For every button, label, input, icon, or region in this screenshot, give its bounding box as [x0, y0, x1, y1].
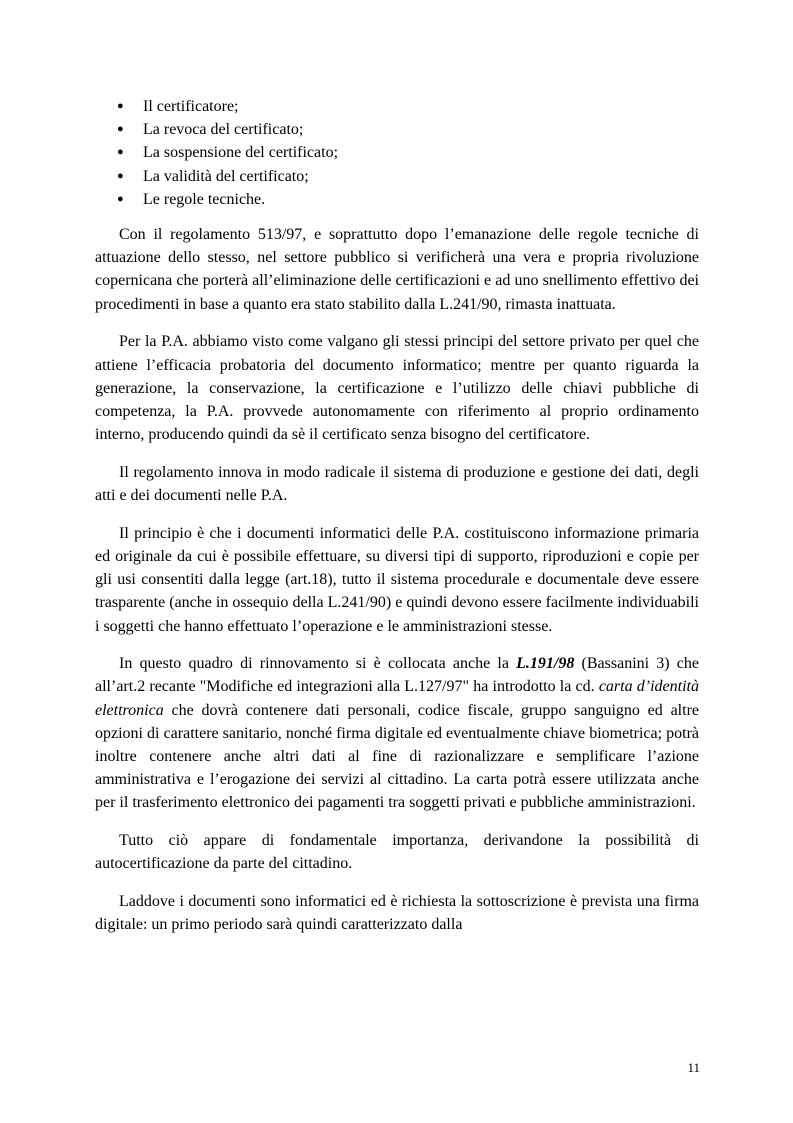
paragraph-principio: Il principio è che i documenti informatici delle P.A. costituiscono informazione primaria ed originale da cui è possibile effettuare, su diversi tipi di supporto, riproduzioni e copie per gli usi consentiti dalla legge (art.18), tutto il sistema procedurale e documentale deve essere trasparente (anche in ossequio della L.241/90) e quindi devono essere facilmente individuabili i soggetti che hanno effettuato l’operazione e le amministrazioni stesse. [95, 524, 699, 635]
bullet-text: La sospensione del certificato; [143, 144, 339, 162]
law-reference: L.191/98 [516, 655, 575, 673]
bullet-icon: ● [117, 123, 124, 136]
bullet-text: Il certificatore; [143, 98, 239, 115]
paragraph-regolamento-innova: Il regolamento innova in modo radicale il sistema di produzione e gestione dei dati, degli atti e dei documenti nelle P.A. [95, 463, 699, 505]
bullet-text: La validità del certificato; [143, 167, 309, 185]
paragraph-autocertificazione: Tutto ciò appare di fondamentale importanza, derivandone la possibilità di autocertificazione da parte del cittadino. [95, 832, 699, 873]
paragraph-carta-identita [95, 652, 699, 814]
bullet-item [113, 188, 713, 211]
bullet-text: La revoca del certificato; [143, 121, 304, 139]
bullet-item [113, 141, 713, 164]
text-segment: In questo quadro di rinnovamento si è collocata anche la [119, 655, 517, 673]
bullet-list [113, 95, 713, 211]
bullet-text: Le regole tecniche. [143, 190, 266, 208]
paragraph-firma-digitale: Laddove i documenti sono informatici ed è richiesta la sottoscrizione è prevista una firma digitale: un primo periodo sarà quindi caratterizzato dalla [95, 893, 699, 934]
bullet-icon: ● [117, 192, 124, 205]
bullet-icon: ● [117, 146, 124, 159]
bullet-item [113, 165, 713, 188]
term-carta-identita: carta d’identità elettronica [95, 678, 699, 719]
page-number: 11 [687, 1060, 700, 1075]
body-text [95, 223, 699, 951]
text-segment: che dovrà contenere dati personali, codice fiscale, gruppo sanguigno ed altre opzioni di carattere sanitario, nonché firma digitale ed eventualmente chiave biometrica; potrà inoltre contenere anche altri dati al fine di razionalizzare e semplificare l’azione amministrativa e l’erogazione dei servizi al cittadino. La carta potrà essere utilizzata anche per il trasferimento elettronico dei pagamenti tra soggetti privati e pubbliche amministrazioni. [95, 701, 699, 812]
paragraph-regolamento-513: Con il regolamento 513/97, e soprattutto dopo l’emanazione delle regole tecniche di attuazione dello stesso, nel settore pubblico si verificherà una vera e propria rivoluzione copernicana che porterà all’eliminazione delle certificazioni e ad uno snellimento effettivo dei procedimenti in base a quanto era stato stabilito dalla L.241/90, rimasta inattuata. [95, 226, 699, 313]
paragraph-pa-principi: Per la P.A. abbiamo visto come valgano gli stessi principi del settore privato per quel che attiene l’efficacia probatoria del documento informatico; mentre per quanto riguarda la generazione, la conservazione, la certificazione e l’utilizzo delle chiavi pubbliche di competenza, la P.A. provvede autonomamente con riferimento al proprio ordinamento interno, producendo quindi da sè il certificato senza bisogno del certificatore. [95, 333, 699, 444]
bullet-item [113, 118, 713, 141]
bullet-item [113, 95, 713, 118]
text-segment: (Bassanini 3) che all’art.2 recante "Modifiche ed integrazioni alla L.127/97" ha introdotto la cd. [95, 655, 699, 696]
bullet-icon: ● [117, 169, 124, 182]
bullet-icon: ● [117, 100, 124, 112]
